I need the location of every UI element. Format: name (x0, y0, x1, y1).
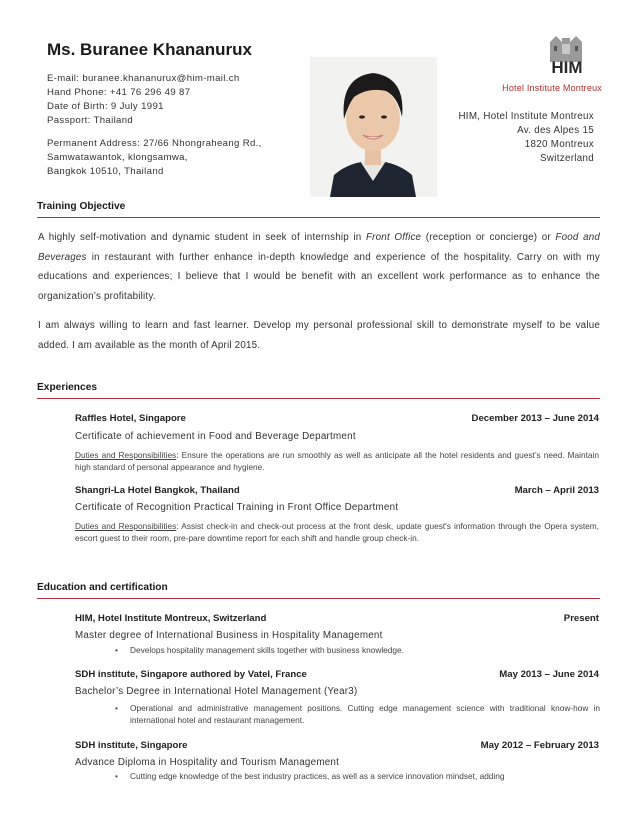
section-divider (37, 398, 600, 399)
education-bullet: Develops hospitality management skills together with business knowledge. (130, 645, 404, 655)
education-date: May 2013 – June 2014 (499, 669, 599, 680)
section-title-experiences: Experiences (37, 382, 98, 393)
education-org: SDH institute, Singapore authored by Vatel, France (75, 669, 307, 680)
bullet-icon: • (115, 703, 118, 713)
school-street: Av. des Alpes 15 (517, 125, 594, 136)
address-line-2: Samwatawantok, klongsamwa, (47, 152, 188, 163)
experience-title: Certificate of achievement in Food and Beverage Department (75, 431, 356, 442)
section-divider (37, 217, 600, 218)
education-date: May 2012 – February 2013 (480, 740, 599, 751)
education-bullet: Cutting edge knowledge of the best industry practices, as well as a service innovation mindset, adding (130, 771, 505, 781)
school-country: Switzerland (540, 153, 594, 164)
passport-line: Passport: Thailand (47, 115, 134, 126)
section-title-training: Training Objective (37, 201, 126, 212)
objective-paragraph-2: I am always willing to learn and fast learner. Develop my personal professional skill to demonstrate myself to be value added. I am available as the month of April 2015. (38, 320, 600, 351)
address-line-1: Permanent Address: 27/66 Nhongraheang Rd., (47, 138, 262, 149)
education-bullet: Operational and administrative management positions. Cutting edge management science with traditional know-how in international hotel and restaurant management. (130, 703, 600, 725)
education-degree: Advance Diploma in Hospitality and Tourism Management (75, 757, 340, 768)
experience-org: Shangri-La Hotel Bangkok, Thailand (75, 485, 240, 496)
school-city: 1820 Montreux (524, 139, 594, 150)
experience-duties: Duties and Responsibilities: Assist check-in and check-out process at the front desk, update guest's information through the Opera system, escort guest to their room, pre-pare downtime report for each shift and handle group check-in. (75, 521, 599, 543)
section-divider (37, 598, 600, 599)
objective-paragraph-1: A highly self-motivation and dynamic student in seek of internship in Front Office (reception or concierge) or Food and Beverages in restaurant with further enhance in-depth knowledge and experience of the hospitality. Carry on with my educations and experiences; I believe that I would be benefit with an excellent work performance as to enhance the organization’s profitability. (38, 232, 601, 302)
phone-line: Hand Phone: +41 76 296 49 87 (47, 87, 191, 98)
experience-org: Raffles Hotel, Singapore (75, 413, 186, 424)
candidate-name: Ms. Buranee Khananurux (47, 40, 252, 59)
education-degree: Bachelor’s Degree in International Hotel Management (Year3) (75, 686, 358, 697)
experience-title: Certificate of Recognition Practical Training in Front Office Department (75, 502, 399, 513)
education-degree: Master degree of International Business in Hospitality Management (75, 630, 383, 641)
education-org: HIM, Hotel Institute Montreux, Switzerland (75, 613, 267, 624)
school-name: HIM, Hotel Institute Montreux (458, 111, 594, 122)
education-org: SDH institute, Singapore (75, 740, 188, 751)
experience-duties: Duties and Responsibilities: Ensure the operations are run smoothly as well as anticipate all the hotel residents and guest’s need. Maintain high standard of personal appearance and hygiene. (75, 450, 600, 472)
logo-letters: HIM (551, 58, 583, 77)
email-line: E-mail: buranee.khananurux@him-mail.ch (47, 73, 240, 84)
education-date: Present (563, 613, 599, 624)
bullet-icon: • (115, 771, 118, 781)
experience-date: March – April 2013 (514, 485, 599, 496)
bullet-icon: • (115, 645, 118, 655)
experience-date: December 2013 – June 2014 (471, 413, 599, 424)
section-title-education: Education and certification (37, 582, 168, 593)
address-line-3: Bangkok 10510, Thailand (47, 166, 164, 177)
him-logo (536, 32, 596, 84)
logo-caption: Hotel Institute Montreux (502, 83, 602, 93)
dob-line: Date of Birth: 9 July 1991 (47, 101, 164, 112)
